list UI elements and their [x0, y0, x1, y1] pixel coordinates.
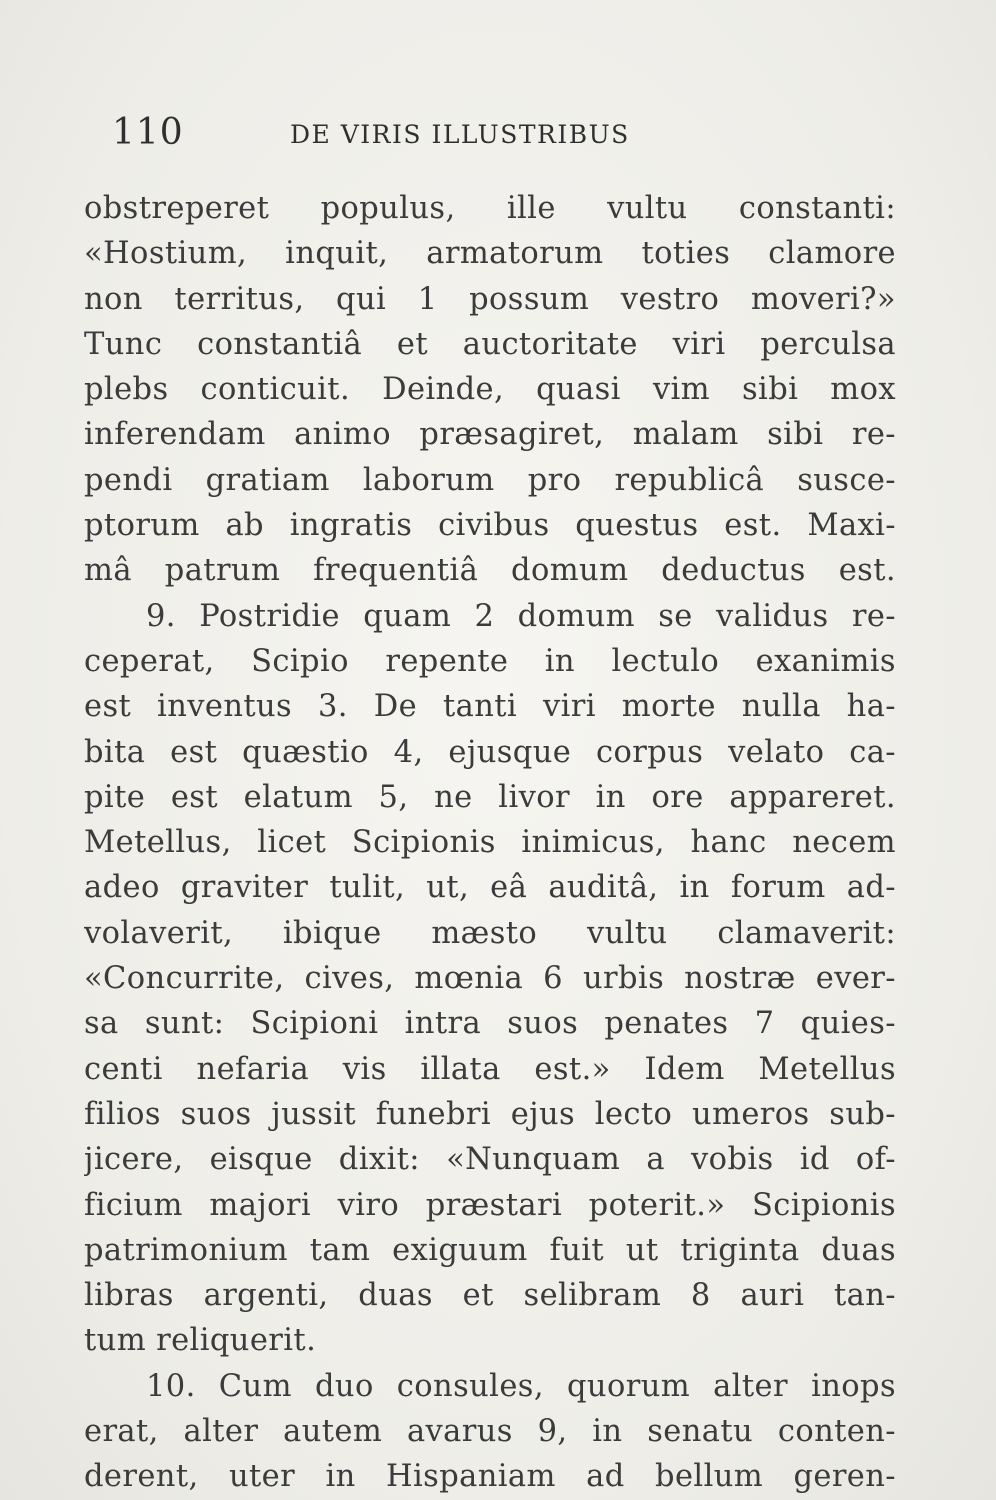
- text-line: pite est elatum 5, ne livor in ore appareret.: [84, 779, 896, 815]
- text-line: volaverit, ibique mæsto vultu clamaverit:: [84, 915, 896, 951]
- text-line: derent, uter in Hispaniam ad bellum geren-: [84, 1459, 896, 1495]
- text-line: erat, alter autem avarus 9, in senatu conten-: [84, 1414, 896, 1450]
- text-line: inferendam animo præsagiret, malam sibi re-: [84, 417, 896, 453]
- text-line: libras argenti, duas et selibram 8 auri tan-: [84, 1278, 896, 1314]
- text-line: pendi gratiam laborum pro republicâ susce-: [84, 462, 896, 498]
- text-line: non territus, qui 1 possum vestro moveri?»: [84, 281, 896, 317]
- text-line: Tunc constantiâ et auctoritate viri perculsa: [84, 326, 896, 362]
- body-text: [84, 186, 896, 1500]
- text-line: adeo graviter tulit, ut, eâ auditâ, in forum ad-: [84, 870, 896, 906]
- text-line: patrimonium tam exiguum fuit ut triginta duas: [84, 1232, 896, 1268]
- page-number: 110: [112, 112, 184, 153]
- text-line: mâ patrum frequentiâ domum deductus est.: [84, 553, 896, 589]
- text-line: bita est quæstio 4, ejusque corpus velato ca-: [84, 734, 896, 770]
- text-line: ptorum ab ingratis civibus questus est. Maxi-: [84, 508, 896, 544]
- paragraph-start-line: 9. Postridie quam 2 domum se validus re-: [146, 598, 896, 634]
- text-line: Metellus, licet Scipionis inimicus, hanc necem: [84, 825, 896, 861]
- text-line: «Hostium, inquit, armatorum toties clamore: [84, 236, 896, 272]
- text-line: obstreperet populus, ille vultu constanti:: [84, 191, 896, 226]
- text-line: «Concurrite, cives, mœnia 6 urbis nostræ ever-: [84, 961, 896, 997]
- text-line: est inventus 3. De tanti viri morte nulla ha-: [84, 689, 896, 725]
- paragraph-end-line: tum reliquerit.: [84, 1323, 317, 1359]
- text-line: jicere, eisque dixit: «Nunquam a vobis id of-: [84, 1142, 896, 1178]
- text-line: filios suos jussit funebri ejus lecto umeros sub-: [84, 1096, 896, 1132]
- text-line: ceperat, Scipio repente in lectulo exanimis: [84, 643, 896, 679]
- page-header: [112, 112, 672, 162]
- text-line: ficium majori viro præstari poterit.» Scipionis: [84, 1187, 896, 1223]
- text-line: sa sunt: Scipioni intra suos penates 7 quies-: [84, 1006, 896, 1042]
- running-head: DE VIRIS ILLUSTRIBUS: [290, 120, 630, 149]
- text-line: plebs conticuit. Deinde, quasi vim sibi mox: [84, 372, 896, 408]
- text-line: centi nefaria vis illata est.» Idem Metellus: [84, 1051, 896, 1087]
- paragraph-start-line: 10. Cum duo consules, quorum alter inops: [146, 1368, 896, 1404]
